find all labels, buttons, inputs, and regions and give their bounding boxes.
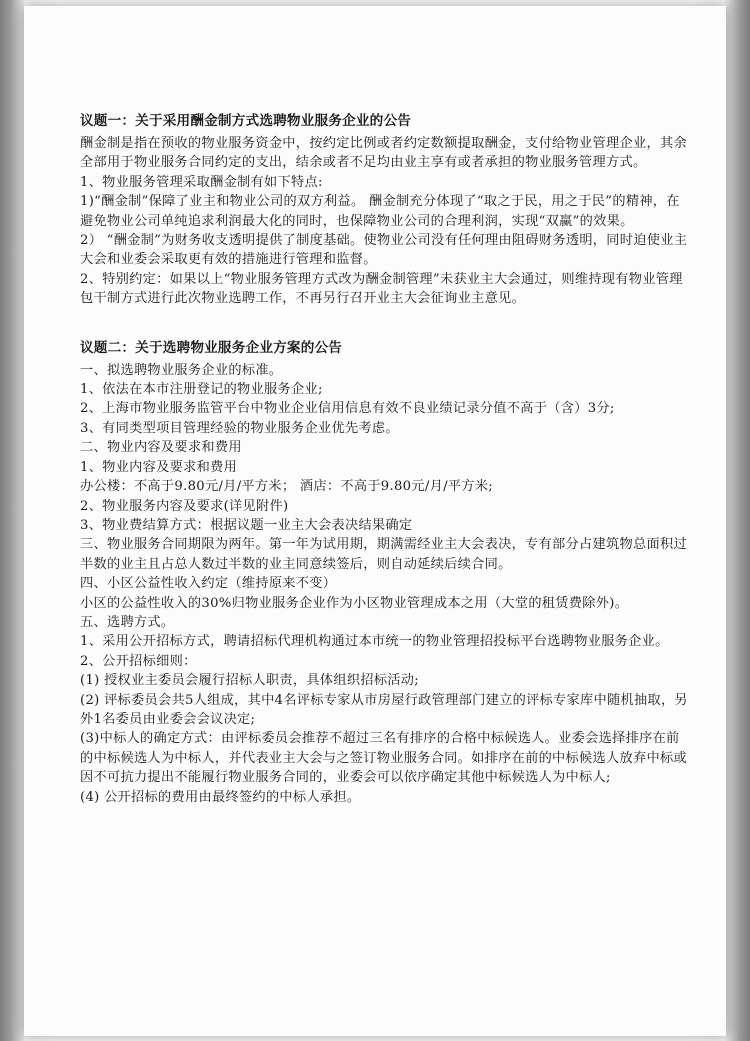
section-2-paragraph: 一、拟选聘物业服务企业的标准。 [80,362,283,378]
section-1-paragraph: 1、物业服务管理采取酬金制有如下特点: [80,174,323,190]
document-page [24,6,726,1036]
section-2-paragraph: 1、物业内容及要求和费用 [80,459,238,475]
section-1-paragraph: 2、特别约定：如果以上“物业服务管理方式改为酬金制管理”未获业主大会通过，则维持现有物业管理包干制方式进行此次物业选聘工作，不再另行召开业主大会征询业主意见。 [80,271,683,307]
section-2-paragraph: (4) 公开招标的费用由最终签约的中标人承担。 [80,789,361,805]
section-2-paragraph: 3、物业费结算方式：根据议题一业主大会表决结果确定 [80,517,413,533]
section-2-paragraph: 二、物业内容及要求和费用 [80,440,242,456]
section-2-paragraph: 2、物业服务内容及要求(详见附件) [80,498,289,514]
section-2-paragraph: 2、上海市物业服务监管平台中物业企业信用信息有效不良业绩记录分值不高于（含）3分; [80,401,615,417]
section-1-paragraph: 酬金制是指在预收的物业服务资金中，按约定比例或者约定数额提取酬金，支付给物业管理企业，其余全部用于物业服务合同约定的支出，结余或者不足均由业主享有或者承担的物业服务管理方式。 [80,136,687,171]
section-1-paragraph: 1)“酬金制”保障了业主和物业公司的双方利益。 酬金制充分体现了“取之于民，用之于民”的精神，在避免物业公司单纯追求利润最大化的同时，也保障物业公司的合理利润，实现“双赢”的效果。 [80,194,680,229]
section-1-paragraph: 2） “酬金制”为财务收支透明提供了制度基础。使物业公司没有任何理由阻碍财务透明，同时迫使业主大会和业委会采取更有效的措施进行管理和监督。 [80,233,688,268]
section-2-paragraph: (2) 评标委员会共5人组成，其中4名评标专家从市房屋行政管理部门建立的评标专家库中随机抽取，另外1名委员由业委会会议决定; [80,692,688,727]
section-2-paragraph: 1、依法在本市注册登记的物业服务企业; [80,382,323,398]
section-2-paragraph: 小区的公益性收入的30%归物业服务企业作为小区物业管理成本之用（大堂的租赁费除外)。 [80,595,629,611]
section-2-paragraph: 四、小区公益性收入约定（维持原来不变） [80,576,337,592]
section-2-paragraph: 三、物业服务合同期限为两年。第一年为试用期，期满需经业主大会表决，专有部分占建筑物总面积过半数的业主且占总人数过半数的业主同意续签后，则自动延续后续合同。 [80,537,687,572]
section-2-paragraph: 五、选聘方式。 [80,614,175,630]
section-2-paragraph: (3)中标人的确定方式：由评标委员会推荐不超过三名有排序的合格中标候选人。业委会选择排序在前的中标候选人为中标人，并代表业主大会与之签订物业服务合同。如排序在前的中标候选人放弃中标或因不可抗力提出不能履行物业服务合同的，业委会可以依序确定其他中标候选人为中标人; [80,731,687,786]
section-2-paragraph: (1) 授权业主委员会履行招标人职责，具体组织招标活动; [80,673,420,689]
section-2-paragraph: 1、采用公开招标方式，聘请招标代理机构通过本市统一的物业管理招投标平台选聘物业服务企业。 [80,634,669,650]
section-2-title: 议题二：关于选聘物业服务企业方案的公告 [80,339,343,356]
section-2-paragraph: 3、有同类型项目管理经验的物业服务企业优先考虑。 [80,420,399,436]
section-spacer [80,309,690,337]
section-2-paragraph: 2、公开招标细则： [80,653,197,669]
document-content [80,110,690,807]
section-2-paragraph: 办公楼：不高于9.80元/月/平方米； 酒店：不高于9.80元/月/平方米; [80,479,494,495]
section-1-title: 议题一：关于采用酬金制方式选聘物业服务企业的公告 [80,113,412,129]
